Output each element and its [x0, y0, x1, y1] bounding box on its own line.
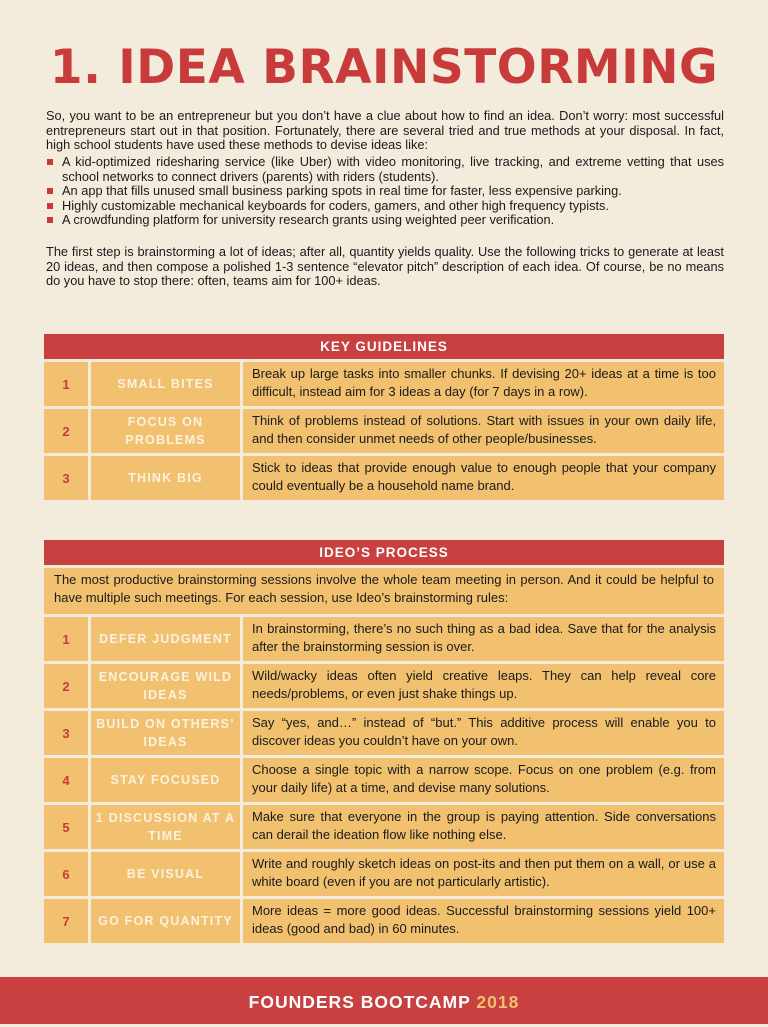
row-description: Think of problems instead of solutions. Start with issues in your own daily life, and then consider unmet needs of other people/businesses.	[243, 409, 724, 453]
list-item: A crowdfunding platform for university research grants using weighted peer verification.	[46, 213, 724, 228]
footer-banner	[0, 977, 768, 1024]
row-label: BUILD ON OTHERS’ IDEAS	[91, 711, 240, 755]
table-row	[44, 617, 724, 661]
table-row	[44, 758, 724, 802]
row-label: FOCUS ON PROBLEMS	[91, 409, 240, 453]
row-label: 1 DISCUSSION AT A TIME	[91, 805, 240, 849]
key-guidelines-header: KEY GUIDELINES	[44, 334, 724, 359]
list-item: Highly customizable mechanical keyboards for coders, gamers, and other high frequency typists.	[46, 199, 724, 214]
row-number: 3	[44, 456, 88, 500]
footer-brand: FOUNDERS BOOTCAMP	[248, 992, 471, 1012]
row-description: Stick to ideas that provide enough value to enough people that your company could eventually be a household name brand.	[243, 456, 724, 500]
row-description: More ideas = more good ideas. Successful brainstorming sessions yield 100+ ideas (good and bad) in 60 minutes.	[243, 899, 724, 943]
table-row	[44, 664, 724, 708]
key-guidelines-table	[44, 334, 724, 500]
row-label: SMALL BITES	[91, 362, 240, 406]
first-step-paragraph: The first step is brainstorming a lot of ideas; after all, quantity yields quality. Use the following tricks to generate at least 20 ideas, and then compose a polished 1-3 sentence “elevator pitch” description of each idea. Of course, be no means do you have to stop there: often, teams aim for 100+ ideas.	[46, 244, 724, 288]
table-row	[44, 805, 724, 849]
ideo-process-table	[44, 540, 724, 943]
table-row	[44, 362, 724, 406]
list-item: An app that fills unused small business parking spots in real time for faster, less expensive parking.	[46, 184, 724, 199]
row-description: Make sure that everyone in the group is paying attention. Side conversations can derail the ideation flow like nothing else.	[243, 805, 724, 849]
row-number: 2	[44, 409, 88, 453]
page-title: 1. IDEA BRAINSTORMING	[49, 40, 719, 95]
row-label: ENCOURAGE WILD IDEAS	[91, 664, 240, 708]
row-number: 3	[44, 711, 88, 755]
row-number: 2	[44, 664, 88, 708]
example-ideas-list	[46, 155, 724, 228]
table-row	[44, 852, 724, 896]
table-row	[44, 456, 724, 500]
table-row	[44, 899, 724, 943]
ideo-process-header: IDEO’S PROCESS	[44, 540, 724, 565]
row-label: THINK BIG	[91, 456, 240, 500]
row-label: GO FOR QUANTITY	[91, 899, 240, 943]
row-description: In brainstorming, there’s no such thing as a bad idea. Save that for the analysis after the brainstorming session is over.	[243, 617, 724, 661]
row-number: 4	[44, 758, 88, 802]
intro-paragraph: So, you want to be an entrepreneur but you don’t have a clue about how to find an idea. Don’t worry: most successful entrepreneurs start out in that position. Fortunately, there are several tried and true methods at your disposal. In fact, high school students have used these methods to devise ideas like:	[46, 108, 724, 152]
row-description: Choose a single topic with a narrow scope. Focus on one problem (e.g. from your daily life) at a time, and devise many solutions.	[243, 758, 724, 802]
row-description: Wild/wacky ideas often yield creative leaps. They can help reveal core needs/problems, or even just shake things up.	[243, 664, 724, 708]
row-number: 1	[44, 362, 88, 406]
row-description: Say “yes, and…” instead of “but.” This additive process will enable you to discover ideas you couldn’t have on your own.	[243, 711, 724, 755]
row-description: Write and roughly sketch ideas on post-its and then put them on a wall, or use a white board (even if you are not particularly artistic).	[243, 852, 724, 896]
row-label: STAY FOCUSED	[91, 758, 240, 802]
row-description: Break up large tasks into smaller chunks. If devising 20+ ideas at a time is too difficult, instead aim for 3 ideas a day (for 7 days in a row).	[243, 362, 724, 406]
table-row	[44, 409, 724, 453]
ideo-process-intro: The most productive brainstorming sessions involve the whole team meeting in person. And it could be helpful to have multiple such meetings. For each session, use Ideo’s brainstorming rules:	[44, 568, 724, 614]
row-number: 6	[44, 852, 88, 896]
table-row	[44, 711, 724, 755]
row-number: 5	[44, 805, 88, 849]
row-label: DEFER JUDGMENT	[91, 617, 240, 661]
footer-year: 2018	[476, 992, 520, 1012]
row-label: BE VISUAL	[91, 852, 240, 896]
list-item: A kid-optimized ridesharing service (like Uber) with video monitoring, live tracking, and extreme vetting that uses school networks to connect drivers (parents) with riders (students).	[46, 155, 724, 184]
row-number: 7	[44, 899, 88, 943]
row-number: 1	[44, 617, 88, 661]
